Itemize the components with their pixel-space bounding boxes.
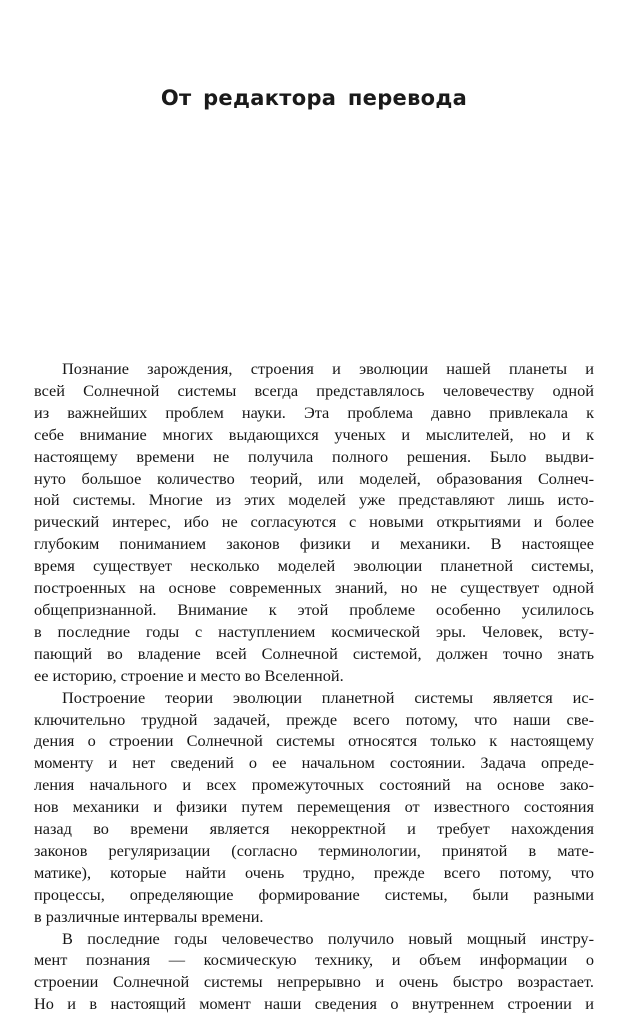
- page-title: От редактора перевода: [160, 86, 468, 110]
- text-line: ной системы. Многие из этих моделей уже представляют лишь исто-: [34, 490, 594, 510]
- text-line: настоящему времени не получила полного решения. Было выдви-: [34, 446, 594, 466]
- text-line: ее историю, строение и место во Вселенной.: [34, 665, 344, 685]
- body-text: [34, 358, 594, 1015]
- text-line: построенных на основе современных знаний, но не существует одной: [34, 578, 594, 598]
- text-line: всей Солнечной системы всегда представлялось человечеству одной: [34, 380, 594, 400]
- paragraph: [34, 687, 594, 928]
- paragraph: [34, 358, 594, 687]
- text-line: общепризнанной. Внимание к этой проблеме особенно усилилось: [34, 599, 594, 619]
- text-line: нуто большое количество теорий, или моделей, образования Солнеч-: [34, 468, 594, 488]
- text-line: Но и в настоящий момент наши сведения о внутреннем строении и: [34, 994, 594, 1014]
- text-line: из важнейших проблем науки. Эта проблема давно привлекала к: [34, 402, 594, 422]
- text-line: время существует несколько моделей эволюции планетной системы,: [34, 556, 594, 576]
- text-line: В последние годы человечество получило новый мощный инстру-: [62, 928, 594, 948]
- paragraph: [34, 928, 594, 1015]
- text-line: строении Солнечной системы непрерывно и очень быстро возрастает.: [34, 972, 594, 992]
- text-line: законов регуляризации (согласно терминологии, принятой в мате-: [34, 840, 594, 860]
- text-line: себе внимание многих выдающихся ученых и мыслителей, но и к: [34, 424, 594, 444]
- text-line: нов механики и физики путем перемещения от известного состояния: [34, 797, 594, 817]
- text-line: Построение теории эволюции планетной системы является ис-: [62, 687, 594, 707]
- text-line: ключительно трудной задачей, прежде всего потому, что наши све-: [34, 709, 594, 729]
- text-line: назад во времени является некорректной и требует нахождения: [34, 819, 594, 839]
- text-line: процессы, определяющие формирование системы, были разными: [34, 884, 594, 904]
- text-line: в последние годы с наступлением космической эры. Человек, всту-: [34, 621, 594, 641]
- text-line: в различные интервалы времени.: [34, 906, 264, 926]
- text-line: ления начального и всех промежуточных состояний на основе зако-: [34, 775, 594, 795]
- text-line: дения о строении Солнечной системы относятся только к настоящему: [34, 731, 594, 751]
- text-line: матике), которые найти очень трудно, прежде всего потому, что: [34, 862, 594, 882]
- text-line: рический интерес, ибо не согласуются с новыми открытиями и более: [34, 512, 594, 532]
- text-line: моменту и нет сведений о ее начальном состоянии. Задача опреде-: [34, 753, 594, 773]
- text-line: пающий во владение всей Солнечной системой, должен точно знать: [34, 643, 594, 663]
- text-line: Познание зарождения, строения и эволюции нашей планеты и: [62, 359, 594, 378]
- text-line: глубоким пониманием законов физики и механики. В настоящее: [34, 534, 594, 554]
- text-line: мент познания — космическую технику, и объем информации о: [34, 950, 594, 970]
